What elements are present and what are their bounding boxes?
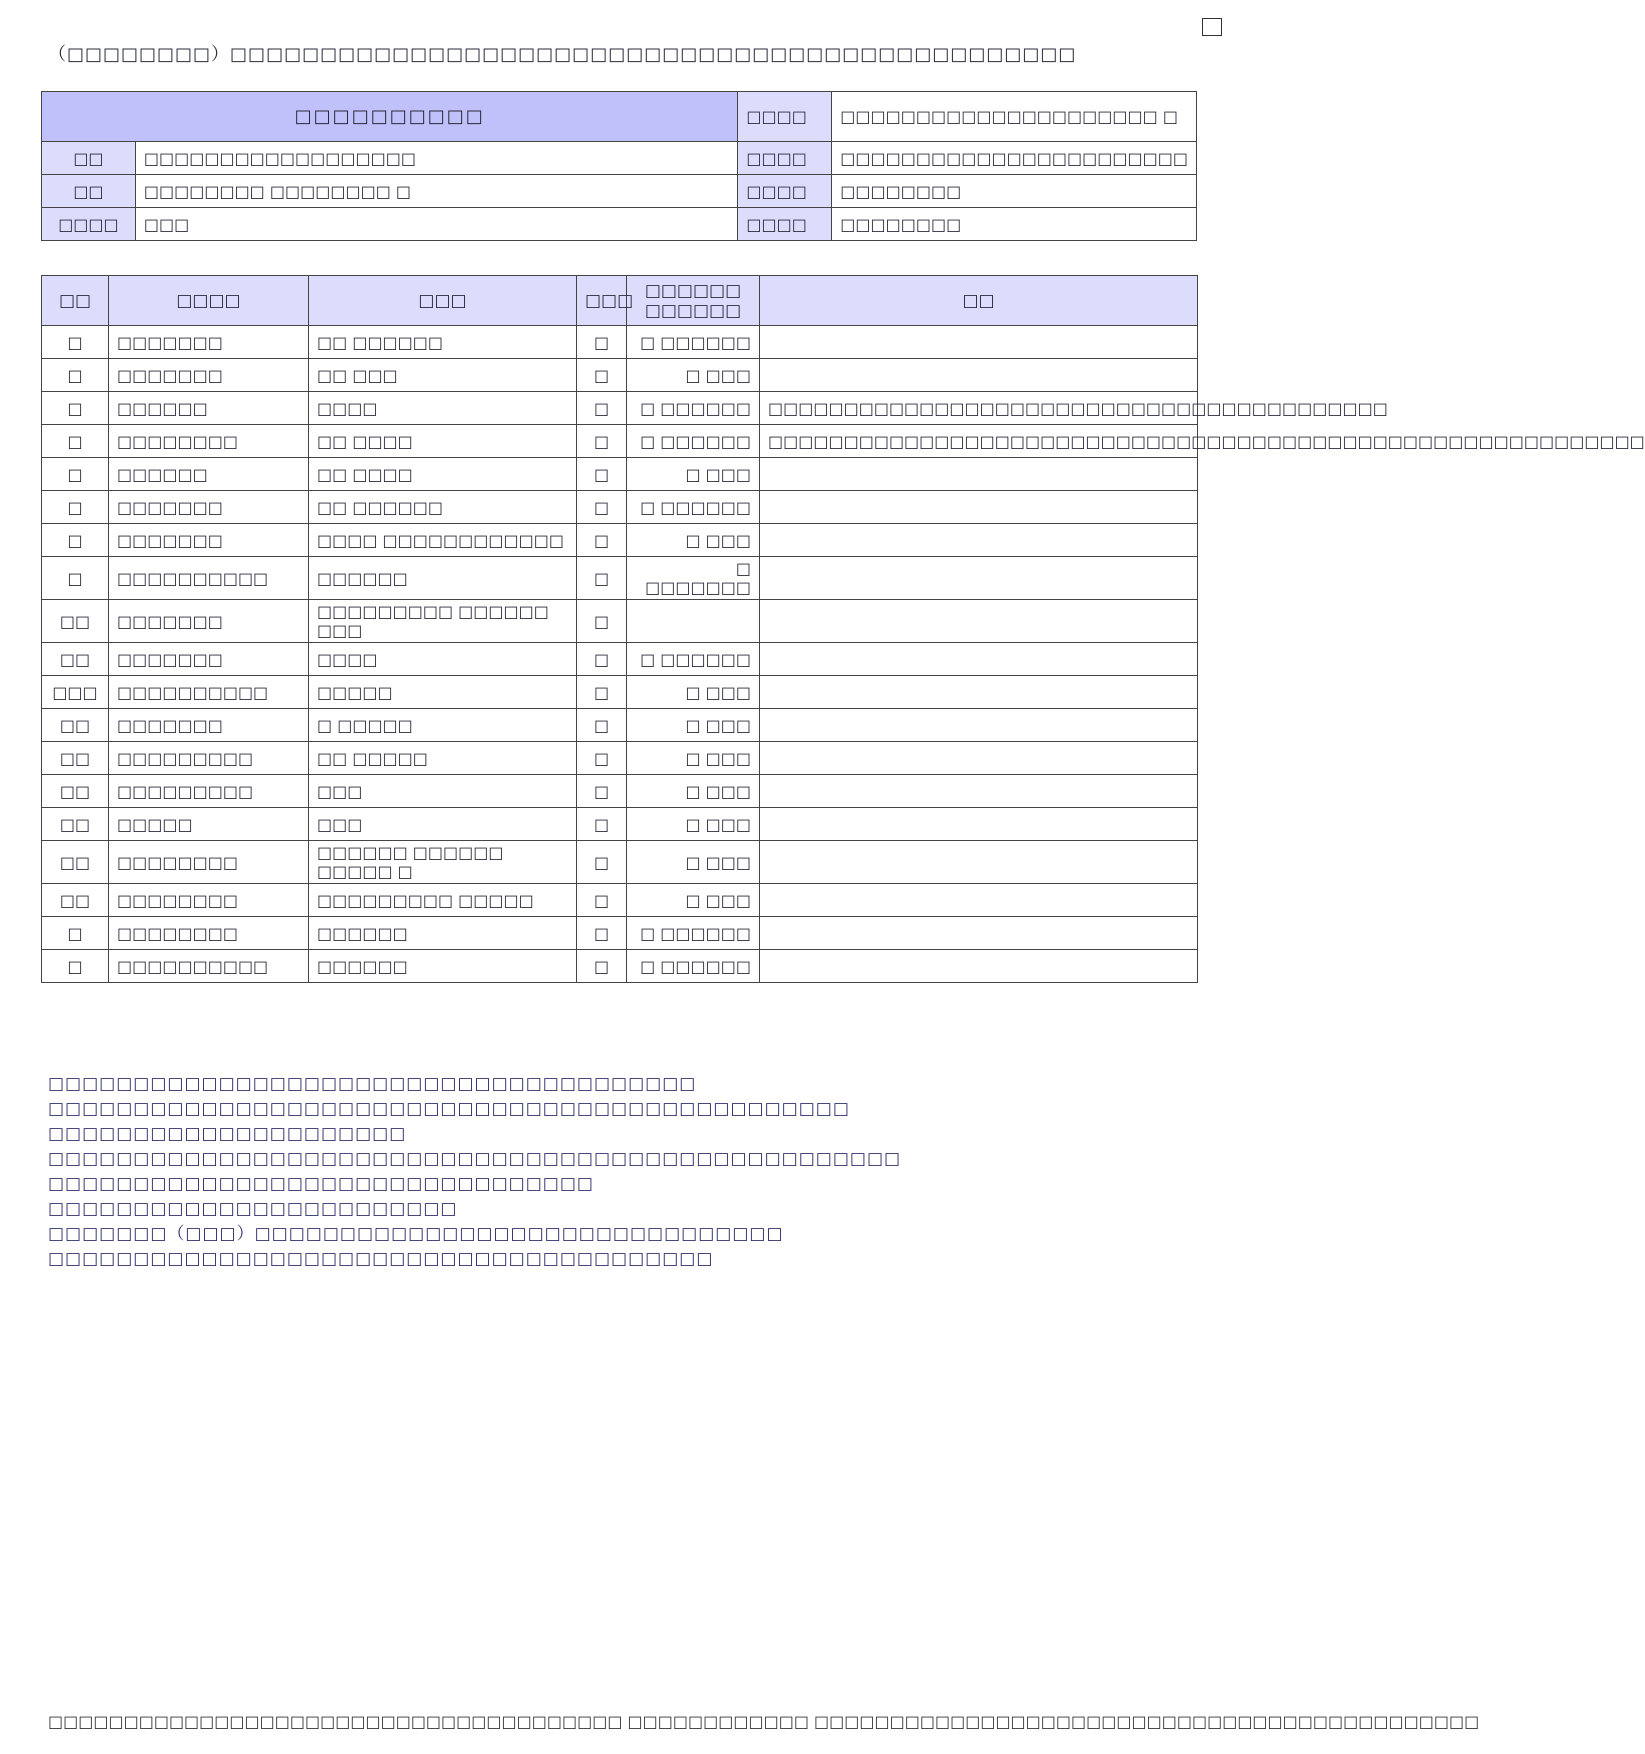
cell-code: □□□□□□□ [109, 359, 309, 392]
info-label: □□ [42, 175, 136, 208]
cell-no: □ [42, 425, 109, 458]
cell-name: □□□□□□ [309, 950, 577, 983]
info-value: □□□□□□□□ □□□□□□□□ □ [135, 175, 738, 208]
cell-qty: □ [577, 643, 627, 676]
col-header-qty: □□□ [577, 276, 627, 326]
cell-code: □□□□□□ [109, 392, 309, 425]
cell-price: □ □□□□□□□ [627, 557, 760, 600]
cell-name: □□□ [309, 775, 577, 808]
cell-price: □ □□□ [627, 359, 760, 392]
cell-qty: □ [577, 917, 627, 950]
cell-name: □□ □□□□□□ [309, 326, 577, 359]
cell-qty: □ [577, 359, 627, 392]
table-row [42, 808, 1198, 841]
cell-name: □□ □□□□ [309, 425, 577, 458]
cell-no: □□ [42, 742, 109, 775]
info-label: □□□□ [738, 142, 832, 175]
cell-qty: □ [577, 392, 627, 425]
cell-code: □□□□□□□ [109, 600, 309, 643]
cell-name: □ □□□□□ [309, 709, 577, 742]
table-row [42, 359, 1198, 392]
cell-price: □ □□□ [627, 884, 760, 917]
table-row [42, 524, 1198, 557]
cell-qty: □ [577, 491, 627, 524]
info-label-top-right: □□□□ [738, 92, 832, 142]
cell-remark [760, 326, 1198, 359]
cell-code: □□□□□□□ [109, 524, 309, 557]
cell-no: □□ [42, 808, 109, 841]
cell-name: □□□□ [309, 392, 577, 425]
cell-remark: □□□□□□□□□□□□□□□□□□□□□□□□□□□□□□□□□□□□□□□□□□□□□□□□□□□□□□□□□□ [760, 425, 1198, 458]
cell-no: □ [42, 326, 109, 359]
cell-qty: □ [577, 709, 627, 742]
col-header-name: □□□ [309, 276, 577, 326]
table-row [42, 425, 1198, 458]
cell-name: □□□□□ [309, 676, 577, 709]
cell-code: □□□□□□□□ [109, 917, 309, 950]
cell-name: □□□□□□□□□ □□□□□□ □□□ [309, 600, 577, 643]
table-row [42, 392, 1198, 425]
col-header-no: □□ [42, 276, 109, 326]
cell-no: □ [42, 524, 109, 557]
table-row [42, 884, 1198, 917]
cell-name: □□ □□□□□□ [309, 491, 577, 524]
cell-remark [760, 557, 1198, 600]
cell-name: □□□ [309, 808, 577, 841]
table-row [42, 775, 1198, 808]
table-row [42, 742, 1198, 775]
cell-code: □□□□□□□□□□ [109, 950, 309, 983]
table-row [42, 326, 1198, 359]
cell-qty: □ [577, 775, 627, 808]
cell-name: □□□□□□□□□ □□□□□ [309, 884, 577, 917]
cell-remark [760, 917, 1198, 950]
cell-code: □□□□□□□□□ [109, 775, 309, 808]
cell-name: □□□□ [309, 643, 577, 676]
cell-no: □□□ [42, 676, 109, 709]
note-line: □□□□□□□□□□□□□□□□□□□□□□□□ [48, 1199, 458, 1219]
cell-remark [760, 458, 1198, 491]
cell-no: □ [42, 491, 109, 524]
cell-qty: □ [577, 425, 627, 458]
col-header-remark: □□ [760, 276, 1198, 326]
info-label: □□□□ [738, 175, 832, 208]
cell-code: □□□□□□□□ [109, 425, 309, 458]
cell-price: □ □□□□□□ [627, 491, 760, 524]
cell-price: □ □□□ [627, 808, 760, 841]
cell-remark [760, 950, 1198, 983]
note-line: □□□□□□□□□□□□□□□□□□□□□□□□□□□□□□□□□□□□□□□□□□□□□□□□□□ [48, 1149, 902, 1169]
cell-remark [760, 808, 1198, 841]
table-row [42, 600, 1198, 643]
cell-code: □□□□□□□ [109, 709, 309, 742]
info-value: □□□ [135, 208, 738, 241]
cell-remark [760, 676, 1198, 709]
info-label: □□□□ [42, 208, 136, 241]
cell-price: □ □□□ [627, 742, 760, 775]
cell-qty: □ [577, 950, 627, 983]
note-line: □□□□□□□□□□□□□□□□□□□□□□□□□□□□□□□□□□□□□□□ [48, 1249, 714, 1269]
notes-section [48, 1072, 1198, 1272]
cell-remark [760, 600, 1198, 643]
cell-remark [760, 775, 1198, 808]
table-row [42, 491, 1198, 524]
note-line: □□□□□□□（□□□）□□□□□□□□□□□□□□□□□□□□□□□□□□□□□□□ [48, 1224, 784, 1244]
cell-no: □□ [42, 841, 109, 884]
table-row [42, 557, 1198, 600]
cell-no: □□ [42, 643, 109, 676]
cell-price: □ □□□□□□ [627, 917, 760, 950]
parts-header-row [42, 276, 1198, 326]
corner-checkbox [1202, 18, 1222, 36]
cell-price: □ □□□□□□ [627, 392, 760, 425]
cell-qty: □ [577, 884, 627, 917]
table-row [42, 841, 1198, 884]
cell-price: □ □□□□□□ [627, 643, 760, 676]
cell-name: □□□□□□ [309, 917, 577, 950]
cell-no: □ [42, 458, 109, 491]
cell-remark [760, 709, 1198, 742]
cell-code: □□□□□□□ [109, 491, 309, 524]
info-value-top-right: □□□□□□□□□□□□□□□□□□□□□ □ [832, 92, 1197, 142]
info-value: □□□□□□□□□□□□□□□□□□ [135, 142, 738, 175]
cell-code: □□□□□□□□□□ [109, 676, 309, 709]
cell-no: □□ [42, 884, 109, 917]
cell-name: □□ □□□ [309, 359, 577, 392]
cell-remark [760, 884, 1198, 917]
note-line: □□□□□□□□□□□□□□□□□□□□□□□□□□□□□□□□□□□□□□ [48, 1074, 697, 1094]
col-header-price: □□□□□□ □□□□□□ [627, 276, 760, 326]
cell-qty: □ [577, 808, 627, 841]
cell-name: □□ □□□□ [309, 458, 577, 491]
cell-remark [760, 643, 1198, 676]
table-row [42, 709, 1198, 742]
cell-name: □□□□□□ [309, 557, 577, 600]
table-row [42, 458, 1198, 491]
cell-price: □ □□□ [627, 775, 760, 808]
cell-price: □ □□□ [627, 458, 760, 491]
cell-qty: □ [577, 458, 627, 491]
cell-code: □□□□□□□□ [109, 884, 309, 917]
cell-qty: □ [577, 841, 627, 884]
table-row [42, 676, 1198, 709]
cell-code: □□□□□□□□□ [109, 742, 309, 775]
col-header-code: □□□□ [109, 276, 309, 326]
cell-price [627, 600, 760, 643]
info-label: □□□□ [738, 208, 832, 241]
cell-no: □□ [42, 709, 109, 742]
cell-price: □ □□□□□□ [627, 326, 760, 359]
cell-qty: □ [577, 524, 627, 557]
parts-table [41, 275, 1645, 983]
page-footer: □□□□□□□□□□□□□□□□□□□□□□□□□□□□□□□□□□□□□□ □□□□□□□□□□□□ □□□□□□□□□□□□□□□□□□□□□□□□□□□□□□□□□□□□□□□□□□□□ [48, 1712, 1480, 1731]
cell-qty: □ [577, 600, 627, 643]
cell-qty: □ [577, 557, 627, 600]
cell-remark [760, 359, 1198, 392]
cell-no: □ [42, 359, 109, 392]
cell-code: □□□□□ [109, 808, 309, 841]
info-label: □□ [42, 142, 136, 175]
cell-no: □ [42, 392, 109, 425]
info-header: □□□□□□□□□□ [42, 92, 738, 142]
info-value: □□□□□□□□ [832, 175, 1197, 208]
cell-no: □□ [42, 600, 109, 643]
cell-qty: □ [577, 326, 627, 359]
cell-price: □ □□□□□□ [627, 950, 760, 983]
table-row [42, 917, 1198, 950]
cell-name: □□ □□□□□ [309, 742, 577, 775]
info-value: □□□□□□□□ [832, 208, 1197, 241]
note-line: □□□□□□□□□□□□□□□□□□□□□ [48, 1124, 407, 1144]
cell-code: □□□□□□□ [109, 643, 309, 676]
info-table [41, 91, 1197, 241]
cell-code: □□□□□□□ [109, 326, 309, 359]
cell-price: □ □□□ [627, 709, 760, 742]
note-line: □□□□□□□□□□□□□□□□□□□□□□□□□□□□□□□□□□□□□□□□□□□□□□□ [48, 1099, 850, 1119]
cell-remark [760, 742, 1198, 775]
cell-name: □□□□□□ □□□□□□ □□□□□ □ [309, 841, 577, 884]
cell-no: □ [42, 917, 109, 950]
note-line: □□□□□□□□□□□□□□□□□□□□□□□□□□□□□□□□ [48, 1174, 594, 1194]
cell-no: □□ [42, 775, 109, 808]
cell-price: □ □□□ [627, 524, 760, 557]
cell-remark: □□□□□□□□□□□□□□□□□□□□□□□□□□□□□□□□□□□□□□□□□ [760, 392, 1198, 425]
cell-price: □ □□□ [627, 676, 760, 709]
cell-remark [760, 491, 1198, 524]
cell-code: □□□□□□ [109, 458, 309, 491]
cell-price: □ □□□ [627, 841, 760, 884]
cell-price: □ □□□□□□ [627, 425, 760, 458]
cell-remark [760, 524, 1198, 557]
cell-remark [760, 841, 1198, 884]
cell-qty: □ [577, 676, 627, 709]
cell-code: □□□□□□□□ [109, 841, 309, 884]
cell-name: □□□□ □□□□□□□□□□□□ [309, 524, 577, 557]
cell-code: □□□□□□□□□□ [109, 557, 309, 600]
table-row [42, 950, 1198, 983]
cell-no: □ [42, 557, 109, 600]
cell-no: □ [42, 950, 109, 983]
info-value: □□□□□□□□□□□□□□□□□□□□□□□ [832, 142, 1197, 175]
table-row [42, 643, 1198, 676]
cell-qty: □ [577, 742, 627, 775]
document-title: （□□□□□□□□）□□□□□□□□□□□□□□□□□□□□□□□□□□□□□□□□□□□□□□□□□□□□□□□ [48, 44, 1077, 65]
